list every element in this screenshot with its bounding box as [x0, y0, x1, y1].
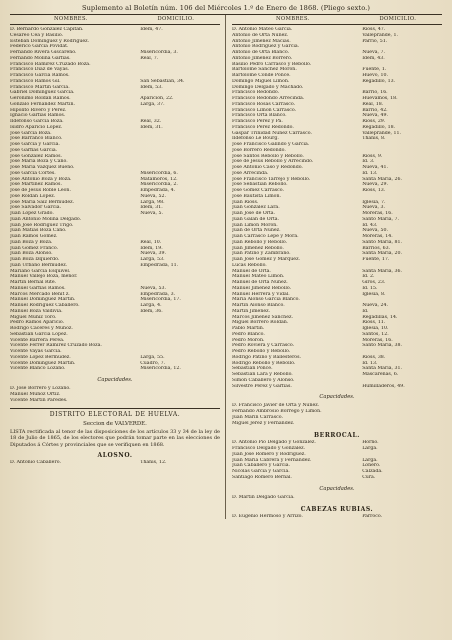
right-column-header: [232, 15, 442, 25]
notice-text: LISTA rectificada al tenor de las disposiciones de los artículos 33 y 34 de la ley de 18 de Julio de 1865, de los electores que podrán tomar parte en las elecciones de Diputados á Córtes y provinciales que se verifiquen en 1868.: [10, 429, 220, 448]
elector-name: Manuel de Orta.: [232, 268, 271, 274]
elector-domicile: Horno.: [362, 440, 379, 446]
elector-name: Juan Boza Izquierdo.: [10, 257, 60, 262]
elector-name: José Garfias García.: [10, 147, 58, 153]
elector-name: Pedro Ramos Aparicio.: [10, 320, 65, 326]
elector-domicile: Nueva, 7.: [362, 50, 385, 55]
elector-domicile: Empedrada, 11.: [140, 262, 179, 268]
elector-name: Sebastian Ponce.: [232, 366, 273, 372]
elector-domicile: Larga, 98.: [140, 199, 165, 205]
page-header: Suplemento al Boletín núm. 106 del Miércoles 1.º de Enero de 1868. (Pliego sexto.): [81, 4, 371, 12]
elector-name: Juan Patiño y Zambrano.: [232, 251, 291, 257]
two-column-layout: [10, 15, 442, 519]
elector-domicile: Valleprande, 11.: [362, 130, 401, 136]
elector-name: José Francisco Tarrejo y Rebollo.: [232, 176, 311, 182]
elector-name: Antonio de Orta Nuñez.: [232, 32, 289, 38]
capacity-item: D. Francisco Javier de Orta y Nuñez.: [232, 403, 320, 409]
elector-name: Pedro Blanco.: [232, 331, 265, 337]
elector-domicile: Rioss, 38.: [362, 354, 386, 360]
elector-name: Lúcas Rebollo.: [232, 262, 267, 268]
elector-name: D. Antonio Mateo García.: [232, 27, 293, 32]
elector-domicile: Fuente, 17.: [362, 257, 390, 262]
elector-name: Santiago Romero Bernal.: [232, 474, 292, 480]
elector-domicile: Calzada.: [362, 469, 383, 474]
elector-name: Vicente Domínguez Martín.: [10, 360, 76, 366]
elector-name: D. Antonio Pio Delgado y Gonzalez.: [232, 440, 316, 446]
elector-domicile: Parrio, 51.: [362, 38, 388, 44]
elector-name: Marcos Mercado Benit z.: [10, 291, 70, 297]
elector-domicile: Santa María, 36.: [362, 268, 402, 274]
elector-name: Martín Alonso Blanco.: [232, 303, 285, 308]
list-item: [10, 460, 220, 466]
elector-domicile: Rioss, 11.: [362, 320, 386, 326]
elector-domicile: Idem, 43.: [362, 55, 385, 61]
elector-name: José de Jesus Rebollo y Arrecindo.: [232, 159, 314, 165]
elector-name: Manuel Garfias Ramos.: [10, 285, 66, 291]
elector-domicile: Loñero.: [362, 463, 381, 469]
elector-domicile: Nueva, 49.: [362, 113, 388, 119]
elector-name: Juan Antonio Molina Delgado.: [10, 216, 82, 222]
elector-domicile: Idem, 47.: [140, 27, 163, 32]
elector-domicile: Real, 32.: [140, 119, 162, 124]
elector-domicile: Misericordia, 12.: [140, 366, 181, 372]
elector-domicile: Regadillas, 14.: [362, 314, 398, 320]
elector-name: Simon Caballero y Alonso.: [232, 377, 295, 383]
elector-name: José Antonio Boza y Boza.: [10, 176, 72, 182]
elector-name: José Martínez Ramos.: [10, 182, 62, 188]
capacity-item: Vicente Martín Paredes.: [10, 398, 68, 403]
elector-name: Rodrigo Rebollo y Rebollo.: [232, 360, 296, 366]
berrocal-list: [232, 440, 442, 480]
elector-name: Pedro Rebollo y Rebollo.: [232, 349, 291, 354]
elector-name: José Salvador García.: [10, 205, 62, 211]
elector-name: Pablo Martín.: [232, 326, 265, 331]
elector-domicile: Nueva, 52.: [140, 193, 166, 199]
elector-name: Gonzalo Fernandez Martín.: [10, 101, 75, 107]
elector-name: Vicente Ferrer Ramírez Cruzado Boza.: [10, 343, 102, 349]
elector-name: Sebastian García López.: [10, 331, 68, 337]
elector-name: Manuel Herrera y Vidal.: [232, 291, 290, 297]
elector-name: José Roldan López.: [10, 193, 56, 199]
elector-name: Pedro Roviera y Carrasco.: [232, 343, 295, 349]
elector-name: Juan Rebollo y Rebollo.: [232, 239, 288, 245]
capacity-item: D. Martín Delgado García.: [232, 494, 295, 500]
names-heading: NOMBRES.: [53, 16, 88, 22]
elector-domicile: Rioss, 29.: [362, 119, 386, 124]
elector-name: D. Eugenio Hermoso y Arrizo.: [232, 513, 303, 519]
elector-name: Manuel Domínguez Martín.: [10, 297, 76, 303]
list-item: [232, 384, 442, 390]
elector-name: Francisco Perez y Pa.: [232, 119, 283, 124]
elector-name: Juan José Rodríguez Trigo.: [10, 222, 74, 228]
elector-name: Francisco Ramos Gil.: [10, 78, 61, 84]
elector-domicile: Santa María, 26.: [362, 176, 402, 182]
elector-domicile: Idem, 31.: [140, 205, 163, 211]
section-title: Seccion de VALVERDE.: [83, 421, 147, 427]
elector-domicile: Mascarenas, 6.: [362, 372, 399, 377]
elector-domicile: Giros, 23.: [362, 280, 386, 285]
elector-name: Juan Ramos Gomez.: [10, 234, 58, 239]
elector-domicile: Misericordia, 17.: [140, 297, 181, 303]
elector-domicile: Larga, 53.: [140, 257, 165, 262]
list-item: [232, 475, 442, 481]
left-column-header: [10, 15, 220, 25]
elector-domicile: Id. 13.: [362, 360, 378, 366]
elector-name: Francisco Martín García.: [10, 84, 70, 90]
elector-domicile: Nueva, 53.: [140, 285, 166, 291]
left-column: [10, 15, 226, 519]
elector-domicile: Humilladeros, 49.: [362, 383, 405, 389]
elector-name: Manuel de Orta Nuñez.: [232, 280, 288, 285]
berrocal-title: BERROCAL.: [314, 432, 360, 440]
elector-name: Pedro Moron.: [232, 337, 265, 343]
elector-name: Juan Gomez Franco.: [10, 245, 59, 251]
elector-name: Vicente López Bermudez.: [10, 354, 71, 360]
elector-domicile: Nueva, 5.: [140, 211, 163, 216]
elector-domicile: Id. 15.: [362, 285, 378, 291]
elector-name: Mariano García Esquivel.: [10, 268, 71, 274]
elector-name: Antonio Jimenez Borrero.: [232, 55, 293, 61]
right-capacities-list: [232, 403, 442, 427]
capacity-item: Miguel Jerez y Fernandez.: [232, 421, 295, 427]
elector-name: Manuel Mateo Limon.: [232, 274, 285, 280]
elector-name: Antonio Rodríguez y García.: [232, 44, 300, 50]
capacity-item: Juan Marín Carrasco.: [232, 415, 283, 421]
elector-domicile: Rioss, 9.: [362, 153, 383, 159]
elector-name: José García Cortés.: [10, 170, 56, 176]
elector-name: Manuel Boza Valdivia.: [10, 308, 63, 314]
elector-domicile: Real, 18.: [362, 101, 384, 107]
elector-name: José Santos Rebollo y Rebollo.: [232, 153, 304, 159]
elector-domicile: Thánis, 12.: [140, 459, 167, 465]
elector-domicile: Moreras, 16.: [362, 211, 393, 216]
elector-name: Hipólito Rivero y Perez.: [10, 107, 67, 113]
elector-domicile: Nueva, 41.: [362, 165, 388, 170]
elector-domicile: Santo María, 38.: [362, 343, 402, 349]
elector-domicile: Barrio, 16.: [362, 90, 388, 96]
elector-name: José Barranco Blanco.: [10, 136, 63, 142]
elector-name: Sebastian Lara y Rebollo.: [232, 372, 293, 377]
elector-name: Fernando Rivera Giscareno.: [10, 50, 77, 55]
elector-domicile: Misericordia, 2.: [140, 182, 178, 188]
elector-name: José María Boza y Cano.: [10, 159, 68, 165]
elector-name: Juan Gonzalez Lara.: [232, 205, 280, 211]
elector-domicile: Parroco.: [362, 513, 383, 519]
elector-domicile: Moreras, 16.: [362, 337, 393, 343]
elector-domicile: Idem, 36.: [140, 308, 163, 314]
elector-name: Juan José Gomez y Marquez.: [232, 257, 301, 262]
elector-name: Francisco Delgado y Gonzalez.: [232, 446, 306, 451]
elector-domicile: Thánis, 8.: [362, 136, 386, 142]
list-item: [232, 514, 442, 520]
elector-domicile: Fuente, 1.: [362, 67, 387, 73]
elector-domicile: Id. 43.: [362, 222, 378, 228]
elector-domicile: Nueva, 39.: [140, 251, 166, 257]
elector-name: Maria Alonso García Blanco.: [232, 297, 300, 303]
elector-domicile: Id. 13.: [362, 170, 378, 176]
elector-name: Basilio Pedro Carrasco y Rebollo.: [232, 61, 312, 67]
elector-domicile: Idem, 53.: [140, 84, 163, 90]
elector-name: Juan Carrasco Lepe y Mora.: [232, 234, 299, 239]
elector-name: Isidro Aparicio López.: [10, 124, 63, 130]
elector-name: Ildefonso Le Bourg.: [232, 136, 279, 142]
elector-domicile: Idem, 19.: [140, 245, 163, 251]
elector-name: José Gomez Carrasco.: [232, 188, 285, 193]
elector-name: José Francisco Galindo y García.: [232, 142, 310, 147]
elector-name: Francisco Perez Redondo.: [232, 124, 294, 130]
elector-name: Francisco Díaz de Vayas.: [10, 67, 70, 73]
elector-name: Ignacio Garfias Ramos.: [10, 113, 66, 119]
capacity-item: Fernando Ambrosio Borrego y Limon.: [232, 409, 322, 415]
elector-name: Juan José de Orta.: [232, 211, 276, 216]
elector-name: Fernando Molina Garfias.: [10, 55, 71, 61]
elector-domicile: Iglesia, 7.: [362, 199, 386, 205]
elector-name: José Gonzalez Ramos.: [10, 153, 63, 159]
list-item: [10, 366, 220, 372]
elector-name: José Arrecinda.: [232, 170, 269, 176]
elector-domicile: Valleprande, 1.: [362, 32, 398, 38]
elector-name: Rodrigo Patiño y Ballesteros.: [232, 354, 302, 360]
berrocal-capacities-list: [232, 495, 442, 501]
elector-name: Juan José Romero y Rodríguez.: [232, 451, 306, 457]
elector-domicile: Santa María, 31.: [362, 366, 402, 372]
elector-domicile: Rioss, 47.: [362, 27, 386, 32]
elector-name: Juan Boza y Boza.: [10, 239, 53, 245]
domicile-heading: DOMICILIO.: [157, 16, 195, 22]
berrocal-capacities-title: Capacidades.: [319, 485, 355, 492]
cabezas-rubias-list: [232, 514, 442, 520]
elector-name: Cesáreo Cea y Basilio.: [10, 32, 64, 38]
elector-name: Bartolomé Conde Ponce.: [232, 73, 291, 78]
elector-name: José de Jesus Roble Leon.: [10, 188, 71, 193]
elector-name: Marcos Jimenez Sanchez.: [232, 314, 293, 320]
left-capacities-list: [10, 386, 220, 404]
elector-domicile: San Sebastian, 34.: [140, 78, 185, 84]
elector-name: D. Antonio Caballero.: [10, 459, 61, 465]
elector-name: Rodrigo Cáceres y Muñoz.: [10, 326, 73, 331]
elector-name: Juan Limon Moron.: [232, 222, 278, 228]
district-rule: [10, 408, 220, 409]
elector-name: Ildefonso García Boza.: [10, 119, 64, 124]
elector-name: Antonio Jimenez Macias.: [232, 38, 291, 44]
elector-domicile: Id. 2.: [362, 274, 375, 280]
elector-domicile: Real, 10.: [140, 239, 162, 245]
elector-domicile: Santos, 12.: [362, 331, 389, 337]
elector-domicile: Larga.: [362, 457, 378, 463]
elector-domicile: Huevo, 10.: [362, 73, 388, 78]
elector-name: José Sebastian Rebollo.: [232, 182, 288, 188]
capacity-item: Manuel Muñoz Ortiz.: [10, 392, 61, 397]
elector-name: Domingo Miguel Limon.: [232, 78, 290, 84]
elector-name: Francisco Ramírez Cruzado Boza.: [10, 61, 91, 67]
elector-name: Gerónimo Roldan Ramos.: [10, 96, 71, 101]
elector-name: Manuel Vallejo Boza, menor.: [10, 274, 78, 280]
elector-domicile: Santa María, 20.: [362, 251, 402, 257]
elector-domicile: Iglesia, 8.: [362, 291, 386, 297]
elector-name: José Antonio Caso y Redondo.: [232, 165, 303, 170]
elector-domicile: Cura.: [362, 474, 376, 480]
elector-name: Juan Boza Alonso.: [10, 251, 53, 257]
elector-name: Martín Bernal Rite.: [10, 280, 57, 285]
elector-name: Juan Caballero y García.: [232, 463, 291, 469]
elector-name: Manuel Rodríguez Caballero.: [10, 303, 80, 308]
elector-name: Juan López Grado.: [10, 211, 54, 216]
elector-name: Vicente Blanco Lozano.: [10, 366, 66, 372]
alosno-title: ALOSNO.: [97, 451, 133, 459]
elector-domicile: Id.: [362, 308, 369, 314]
elector-domicile: Santo María, 7.: [362, 216, 399, 222]
elector-name: Juan Galan de Orta.: [232, 216, 280, 222]
elector-domicile: Misericordia, 6.: [140, 170, 178, 176]
elector-domicile: Nueva, 29.: [362, 182, 388, 188]
elector-domicile: Iglesia, 10.: [362, 326, 389, 331]
elector-domicile: Empedrada, 3.: [140, 291, 176, 297]
elector-domicile: Nueva, 24.: [362, 303, 388, 308]
elector-domicile: Huevamos, 18.: [362, 96, 398, 101]
elector-name: José María Vazquez Bueno.: [10, 165, 75, 170]
elector-domicile: Larga, 55.: [140, 354, 165, 360]
elector-name: Miguel Muñiz Toro.: [10, 314, 57, 320]
left-capacities-title: Capacidades.: [97, 377, 133, 383]
elector-name: Federico García Povidat.: [10, 44, 69, 50]
elector-domicile: Empedrada, 4.: [140, 188, 176, 193]
elector-name: Juan Matías Boza Cano.: [10, 228, 67, 234]
elector-name: Bartolomé Sanchez Moron.: [232, 67, 297, 73]
elector-name: José García y García.: [10, 142, 60, 147]
elector-name: Vicente Barrera Perea.: [10, 337, 65, 343]
elector-name: Martín Jimenez.: [232, 308, 271, 314]
district-title: DISTRITO ELECTORAL DE HUELVA.: [49, 411, 181, 418]
elector-name: Francisco Orta Blanco.: [232, 113, 287, 119]
elector-name: Silvestre Perez y Garfias.: [232, 383, 292, 389]
elector-name: José Bautista Limon.: [232, 193, 281, 199]
right-elector-list: [232, 27, 442, 389]
elector-domicile: Real, 7.: [140, 55, 159, 61]
elector-domicile: Aparicion, 22.: [140, 96, 174, 101]
elector-name: Nicolas García y García.: [232, 469, 290, 474]
elector-name: Esteban Domínguez y Rodríguez.: [10, 38, 90, 44]
elector-name: Manuel Jimenez Rebollo.: [232, 285, 292, 291]
elector-name: Gaspar Trinidad Nuñez Carrasco.: [232, 130, 312, 136]
elector-domicile: Larga.: [362, 446, 378, 451]
elector-domicile: Misericordia, 3.: [140, 50, 178, 55]
elector-name: Gabriel Domínguez García.: [10, 90, 75, 96]
elector-name: Antonio de Orta Blanco.: [232, 50, 290, 55]
elector-name: José María Sáiz Bermudez.: [10, 199, 75, 205]
elector-name: Juan de Orta Nuñez.: [232, 228, 281, 234]
right-column: [226, 15, 442, 519]
elector-domicile: Nueva, 3.: [362, 205, 385, 211]
elector-name: Francisco Rosas Carrasco.: [232, 101, 296, 107]
elector-name: Miguel Borrero Roldan.: [232, 320, 289, 326]
elector-name: Juan Jimenez Rebollo.: [232, 245, 284, 251]
elector-name: Francisco Redondo Arrecinda.: [232, 96, 305, 101]
elector-name: Vicente Vayas García.: [10, 349, 62, 354]
elector-name: Domingo Delgado y Machado.: [232, 84, 304, 90]
elector-name: José Borrero Redondo.: [232, 147, 286, 153]
elector-domicile: Idem, 31.: [140, 124, 163, 130]
elector-domicile: Matamoros, 12.: [140, 176, 178, 182]
elector-name: Juan Urbano Bermudez.: [10, 262, 68, 268]
right-capacities-title: Capacidades.: [319, 394, 355, 401]
elector-domicile: Cuadro, 7.: [140, 360, 166, 366]
alosno-list: [10, 460, 220, 466]
domicile-heading: DOMICILIO.: [379, 16, 417, 22]
elector-name: José García Boza.: [10, 130, 52, 136]
elector-domicile: Larga, 4.: [140, 303, 162, 308]
left-elector-list: [10, 27, 220, 372]
cabezas-rubias-title: CABEZAS RUBIAS.: [300, 505, 374, 513]
capacity-item: D. José Borrero y Lozano.: [10, 386, 71, 391]
elector-domicile: Regadillo, 13.: [362, 78, 396, 84]
elector-domicile: Moreras, 14.: [362, 234, 393, 239]
elector-domicile: Barrios, 63.: [362, 245, 391, 251]
elector-domicile: Nueva, 50.: [362, 228, 388, 234]
elector-name: Francisco García Ramos.: [10, 73, 70, 78]
elector-name: Francisco Redondo.: [232, 90, 280, 96]
elector-domicile: Id. 3.: [362, 159, 375, 165]
names-heading: NOMBRES.: [275, 16, 310, 22]
elector-name: Francisco Limon Carrasco.: [232, 107, 297, 113]
elector-domicile: Barrio, 42.: [362, 107, 388, 113]
elector-name: Juan María Cabrera y Fernandez.: [232, 457, 312, 463]
elector-domicile: Regadillo, 18.: [362, 124, 396, 130]
elector-name: D. Bernardo González Capitan.: [10, 27, 84, 32]
elector-domicile: Santo María, 81.: [362, 239, 402, 245]
elector-domicile: Rioss, 13.: [362, 188, 386, 193]
elector-domicile: Larga, 37.: [140, 101, 165, 107]
elector-name: Juan Rioss.: [232, 199, 259, 205]
